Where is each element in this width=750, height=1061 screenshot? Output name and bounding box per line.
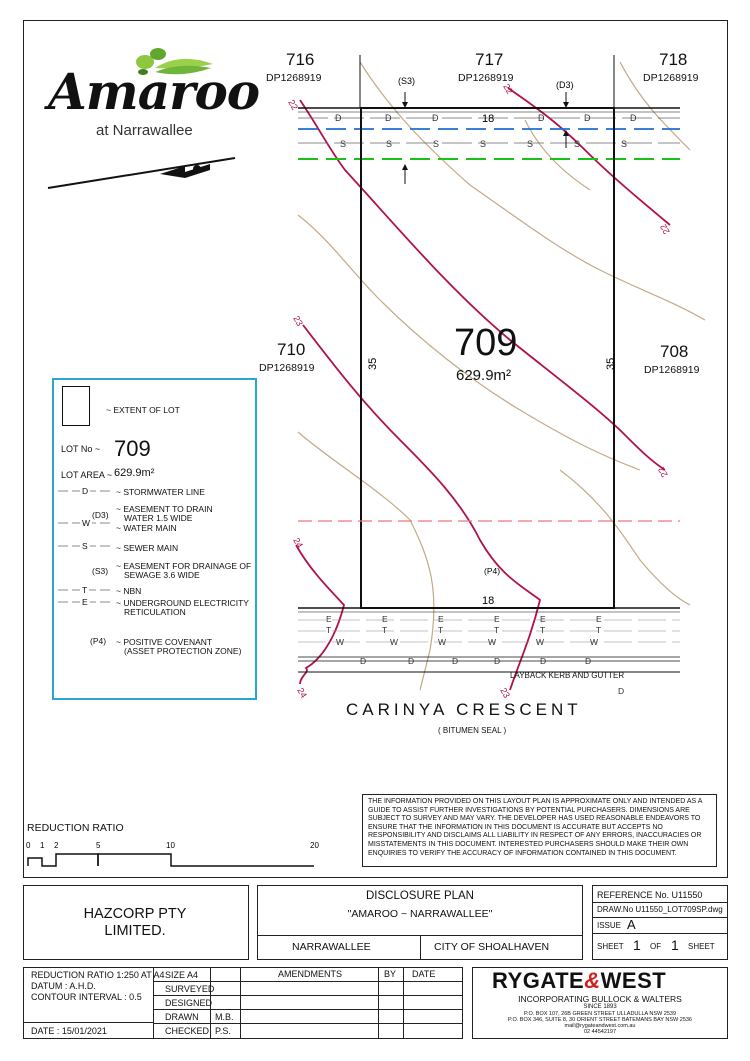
legend-s3-line1: ~ EASEMENT FOR DRAINAGE OF (116, 561, 252, 571)
company-phone: 02 44542197 (583, 1029, 617, 1035)
svc-d3: D (432, 113, 439, 123)
checked-label: CHECKED (165, 1026, 210, 1036)
svc-e3: E (438, 614, 444, 624)
svc-w2: W (390, 637, 399, 647)
svc-d-b3: D (452, 656, 459, 666)
legend-code-t: T (82, 585, 88, 595)
lot-716-dp: DP1268919 (266, 72, 322, 84)
easement-p4-label: (P4) (484, 566, 501, 576)
contour-label-24b: 24 (295, 686, 309, 700)
issue-date: DATE : 15/01/2021 (31, 1026, 107, 1036)
lot-718-dp: DP1268919 (643, 72, 699, 84)
svc-t5: T (540, 625, 546, 635)
svc-e5: E (540, 614, 546, 624)
svc-d-b4: D (494, 656, 501, 666)
contour-label-23b: 23 (498, 686, 512, 700)
svc-e4: E (494, 614, 500, 624)
lot-717-dp: DP1268919 (458, 72, 514, 84)
legend-lot-no-label: LOT No ~ (61, 444, 101, 454)
issue-label: ISSUE (597, 921, 622, 930)
scale-tick-20: 20 (310, 841, 319, 850)
legend-s3-code: (S3) (92, 566, 109, 576)
legend-water: ~ WATER MAIN (116, 523, 177, 533)
lot-716: 716 (286, 50, 315, 69)
svc-d-b6: D (585, 656, 592, 666)
scale-bar (26, 840, 326, 870)
checked-by: P.S. (215, 1026, 231, 1036)
svc-s6: S (574, 139, 581, 149)
legend-box (52, 378, 257, 700)
svc-d1: D (335, 113, 342, 123)
legend-code-e: E (82, 597, 88, 607)
easement-s3-label: (S3) (398, 76, 416, 86)
plan-title: DISCLOSURE PLAN (365, 890, 474, 902)
svc-w4: W (488, 637, 497, 647)
svc-d6: D (630, 113, 637, 123)
sheet-label-2: SHEET (688, 942, 715, 951)
svc-w3: W (438, 637, 447, 647)
council: CITY OF SHOALHAVEN (434, 941, 550, 953)
company-logo (492, 968, 666, 994)
svc-d-b2: D (408, 656, 415, 666)
svc-d-b5: D (540, 656, 547, 666)
easement-d3-label: (D3) (556, 80, 574, 90)
company-amp: & (584, 968, 601, 993)
svc-e6: E (596, 614, 602, 624)
svc-s2: S (386, 139, 393, 149)
rear-dimension: 18 (482, 113, 495, 125)
svc-d4: D (538, 113, 545, 123)
sheet-total: 1 (671, 937, 679, 953)
lot-717: 717 (475, 50, 504, 69)
scale-tick-1: 1 (40, 841, 45, 850)
lot-number: 709 (454, 322, 518, 364)
logo-subtitle: at Narrawallee (96, 122, 193, 139)
datum: DATUM : A.H.D. (31, 981, 96, 991)
svc-t1: T (326, 625, 332, 635)
paper-size: SIZE A4 (165, 970, 199, 980)
svc-t3: T (438, 625, 444, 635)
sheet-number: 1 (633, 937, 641, 953)
of-label: OF (650, 942, 662, 951)
sheet-label: SHEET (597, 942, 624, 951)
contour-label-22a: 22 (286, 98, 300, 112)
svc-t2: T (382, 625, 388, 635)
company-sub: INCORPORATING BULLOCK & WALTERS (518, 994, 682, 1004)
legend-p4-line1: ~ POSITIVE COVENANT (116, 637, 213, 647)
legend-stormwater: ~ STORMWATER LINE (116, 487, 205, 497)
scale-tick-5: 5 (96, 841, 101, 850)
svc-w1: W (336, 637, 345, 647)
company-name-a: RYGATE (492, 968, 585, 993)
contour-label-22c: 22 (658, 222, 672, 236)
street-name: CARINYA CRESCENT (346, 700, 582, 719)
kerb-label: LAYBACK KERB AND GUTTER (510, 671, 625, 680)
svc-s3: S (433, 139, 440, 149)
contour-interval: CONTOUR INTERVAL : 0.5 (31, 992, 142, 1002)
reduction-ratio: REDUCTION RATIO 1:250 AT A4 (31, 970, 165, 980)
surveyed-label: SURVEYED (165, 984, 215, 994)
svc-s5: S (527, 139, 534, 149)
svc-t6: T (596, 625, 602, 635)
svc-w6: W (590, 637, 599, 647)
svc-d2: D (385, 113, 392, 123)
legend-elec-line2: RETICULATION (124, 607, 186, 617)
by-header: BY (384, 969, 397, 979)
legend-elec-line1: ~ UNDERGROUND ELECTRICITY (116, 598, 249, 608)
legend-d3-code: (D3) (92, 510, 109, 520)
lot-710-dp: DP1268919 (259, 362, 315, 374)
legend-code-w: W (82, 518, 91, 528)
reference-number: REFERENCE No. U11550 (597, 890, 703, 900)
drawn-label: DRAWN (165, 1012, 199, 1022)
svc-s4: S (480, 139, 487, 149)
scale-title: REDUCTION RATIO (27, 822, 124, 834)
street-surface: ( BITUMEN SEAL ) (438, 726, 507, 735)
designed-label: DESIGNED (165, 998, 213, 1008)
legend-extent: ~ EXTENT OF LOT (106, 405, 180, 415)
contour-label-23a: 23 (291, 314, 305, 328)
legend-p4-line2: (ASSET PROTECTION ZONE) (124, 646, 242, 656)
left-side-dimension: 35 (367, 357, 379, 370)
svc-d-b7: D (618, 686, 625, 696)
svc-d5: D (584, 113, 591, 123)
svc-w5: W (536, 637, 545, 647)
company-since: SINCE 1893 (583, 1004, 617, 1010)
svc-t4: T (494, 625, 500, 635)
scale-tick-10: 10 (166, 841, 175, 850)
legend-lot-area: 629.9m² (114, 467, 155, 479)
project-name: "AMAROO ~ NARRAWALLEE" (347, 908, 493, 920)
legend-code-s: S (82, 541, 88, 551)
contour-label-22b: 22 (501, 82, 515, 96)
lot-710: 710 (277, 340, 306, 359)
scale-tick-2: 2 (54, 841, 59, 850)
legend-lot-no: 709 (114, 436, 151, 461)
legend-sewer: ~ SEWER MAIN (116, 543, 179, 553)
svc-e2: E (382, 614, 388, 624)
svc-s1: S (340, 139, 347, 149)
lot-718: 718 (659, 50, 688, 69)
svc-d-b1: D (360, 656, 367, 666)
lot-area: 629.9m² (456, 367, 512, 384)
drawn-by: M.B. (215, 1012, 234, 1022)
contour-label-22d: 22 (656, 465, 670, 479)
legend-code-d: D (82, 486, 89, 496)
logo-wordmark: Amaroo (48, 62, 260, 121)
scale-tick-0: 0 (26, 841, 31, 850)
legend-extent-symbol (62, 386, 90, 426)
legend-d3-line1: ~ EASEMENT TO DRAIN (116, 504, 213, 514)
company-address-2: P.O. BOX 346, SUITE 8, 30 ORIENT STREET BATEMANS BAY NSW 2536 (507, 1017, 692, 1023)
drawing-number: DRAW.No U11550_LOT709SP.dwg (597, 905, 723, 914)
contour-label-24a: 24 (291, 536, 305, 550)
frontage-dimension: 18 (482, 595, 495, 607)
legend-nbn: ~ NBN (116, 586, 142, 596)
legend-d3-line2: WATER 1.5 WIDE (124, 513, 193, 523)
legend-lot-area-label: LOT AREA ~ (61, 470, 113, 480)
locality: NARRAWALLEE (292, 941, 371, 953)
lot-708: 708 (660, 342, 689, 361)
svc-s7: S (621, 139, 628, 149)
lot-708-dp: DP1268919 (644, 364, 700, 376)
right-side-dimension: 35 (605, 357, 617, 370)
company-email: mail@rygateandwest.com.au (564, 1023, 636, 1029)
legend-s3-line2: SEWAGE 3.6 WIDE (124, 570, 200, 580)
legend-p4-code: (P4) (90, 636, 107, 646)
client-name: HAZCORP PTY LIMITED. (83, 906, 187, 939)
svc-e1: E (326, 614, 332, 624)
amendments-header: AMENDMENTS (278, 969, 343, 979)
company-address-1: P.O. BOX 107, 26B GREEN STREET ULLADULLA NSW 2539 (523, 1011, 677, 1017)
company-name-b: WEST (600, 968, 667, 993)
disclaimer-text: THE INFORMATION PROVIDED ON THIS LAYOUT PLAN IS APPROXIMATE ONLY AND INTENDED AS A GUIDE TO ASSIST FURTHER INVESTIGATIONS BY POTENTIAL PURCHASERS. DIMENSIONS ARE SUBJECT TO SURVEY AND MAY VARY. THE DEVELOPER HAS USED REASONABLE ENDEAVORS TO ENSURE THAT THE INFORMATION IN THIS DOCUMENT IS ACCURATE BUT ACCEPTS NO RESPONSIBILITY AND DISCLAIMS ALL LIABILITY IN RESPECT OF ANY ERRORS, INACCURACIES OR MISSTATEMENTS IN THIS DOCUMENT. INTERESTED PURCHASERS SHOULD MAKE THEIR OWN ENQUIRIES TO VERIFY THE ACCURACY OF INFORMATION CONTAINED IN THIS DOCUMENT. (362, 794, 717, 867)
issue-value: A (627, 917, 636, 932)
date-header: DATE (412, 969, 436, 979)
